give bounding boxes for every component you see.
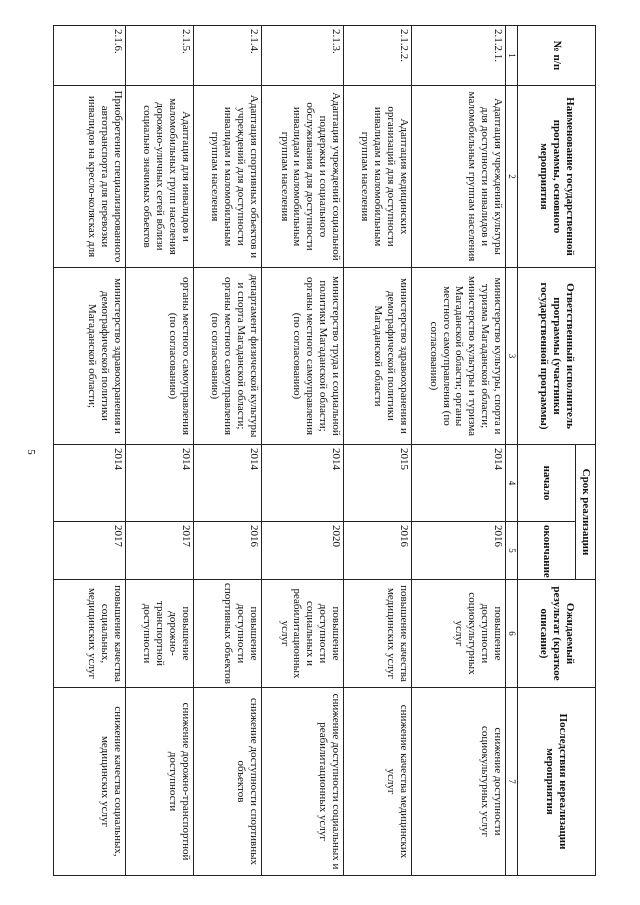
table-row [412, 26, 506, 876]
row-start: 2014 [54, 445, 126, 522]
header-period: Срок реализации [576, 445, 596, 580]
row-end: 2017 [126, 522, 194, 580]
column-number: 3 [506, 268, 518, 445]
row-start: 2014 [262, 445, 344, 522]
row-start: 2015 [344, 445, 412, 522]
row-id: 2.1.4. [194, 26, 262, 86]
row-consequence: снижение доступности спортивных объектов [194, 688, 262, 876]
row-end: 2016 [194, 522, 262, 580]
column-number: 5 [506, 522, 518, 580]
row-name: Адаптация для инвалидов и маломобильных групп населения дорожно-уличных сетей вблизи социально значимых объектов [126, 86, 194, 268]
row-id: 2.1.5. [126, 26, 194, 86]
row-name: Приобретение специализированного автотранспорта для перевозки инвалидов на кресло-колясках для [54, 86, 126, 268]
row-end: 2016 [344, 522, 412, 580]
page-number: 5 [24, 449, 37, 455]
row-name: Адаптация учреждений социальной поддержки и социального обслуживания для доступности инвалидам и маломобильным группам населения [262, 86, 344, 268]
row-consequence: снижение качества медицинских услуг [344, 688, 412, 876]
row-name: Адаптация спортивных объектов и учреждений для доступности инвалидам и маломобильным группам населения [194, 86, 262, 268]
row-start: 2014 [412, 445, 506, 522]
row-id: 2.1.2.1. [412, 26, 506, 86]
row-result: повышение доступности социальных и реабилитационных услуг [262, 580, 344, 688]
table-row [262, 26, 344, 876]
measures-table [53, 25, 596, 876]
row-id: 2.1.3. [262, 26, 344, 86]
header-consequence: Последствия нереализации мероприятия [518, 688, 596, 876]
row-id: 2.1.6. [54, 26, 126, 86]
row-consequence: снижение качества социальных, медицинских услуг [54, 688, 126, 876]
table-row [126, 26, 194, 876]
column-numbers-row [506, 26, 518, 876]
header-result: Ожидаемый результат (краткое описание) [518, 580, 596, 688]
table-row [344, 26, 412, 876]
header-executor: Ответственный исполнитель программы (участники государственной программы) [518, 268, 596, 445]
header-name: Наименование государственной программы, основного мероприятия [518, 86, 596, 268]
column-number: 2 [506, 86, 518, 268]
column-number: 7 [506, 688, 518, 876]
row-consequence: снижение доступности социокультурных услуг [412, 688, 506, 876]
row-result: повышение доступности спортивных объектов [194, 580, 262, 688]
header-row [576, 26, 596, 876]
column-number: 6 [506, 580, 518, 688]
document-page [86, 25, 596, 875]
row-end: 2017 [54, 522, 126, 580]
row-end: 2016 [412, 522, 506, 580]
row-name: Адаптация медицинских организаций для доступности инвалидам и маломобильным группам населения [344, 86, 412, 268]
row-name: Адаптация учреждений культуры для доступности инвалидов и маломобильным группам населения [412, 86, 506, 268]
row-result: повышение качества медицинских услуг [344, 580, 412, 688]
column-number: 1 [506, 26, 518, 86]
row-executor: министерство труда и социальной политики Магаданской области; органы местного самоуправления (по согласованию) [262, 268, 344, 445]
row-executor: министерство культуры, спорта и туризма Магаданской области; министерство культуры и туризма Магаданской области; органы местного самоуправления (по согласованию) [412, 268, 506, 445]
row-result: повышение доступности социокультурных услуг [412, 580, 506, 688]
row-executor: министерство здравоохранения и демографической политики Магаданской области; [54, 268, 126, 445]
column-number: 4 [506, 445, 518, 522]
table-row [54, 26, 126, 876]
row-consequence: снижение доступности социальных и реабилитационных услуг [262, 688, 344, 876]
row-id: 2.1.2.2. [344, 26, 412, 86]
header-start: начало [518, 445, 576, 522]
row-executor: департамент физической культуры и спорта Магаданской области; органы местного самоуправления (по согласованию) [194, 268, 262, 445]
row-end: 2020 [262, 522, 344, 580]
row-consequence: снижение дорожно-транспортной доступности [126, 688, 194, 876]
header-end: окончание [518, 522, 576, 580]
row-executor: органы местного самоуправления (по согласованию) [126, 268, 194, 445]
row-result: повышение дорожно-транспортной доступности [126, 580, 194, 688]
row-start: 2014 [194, 445, 262, 522]
header-num: № п/п [518, 26, 596, 86]
row-start: 2014 [126, 445, 194, 522]
row-result: повышение качества социальных, медицинских услуг [54, 580, 126, 688]
table-row [194, 26, 262, 876]
row-executor: министерство здравоохранения и демографической политики Магаданской области [344, 268, 412, 445]
